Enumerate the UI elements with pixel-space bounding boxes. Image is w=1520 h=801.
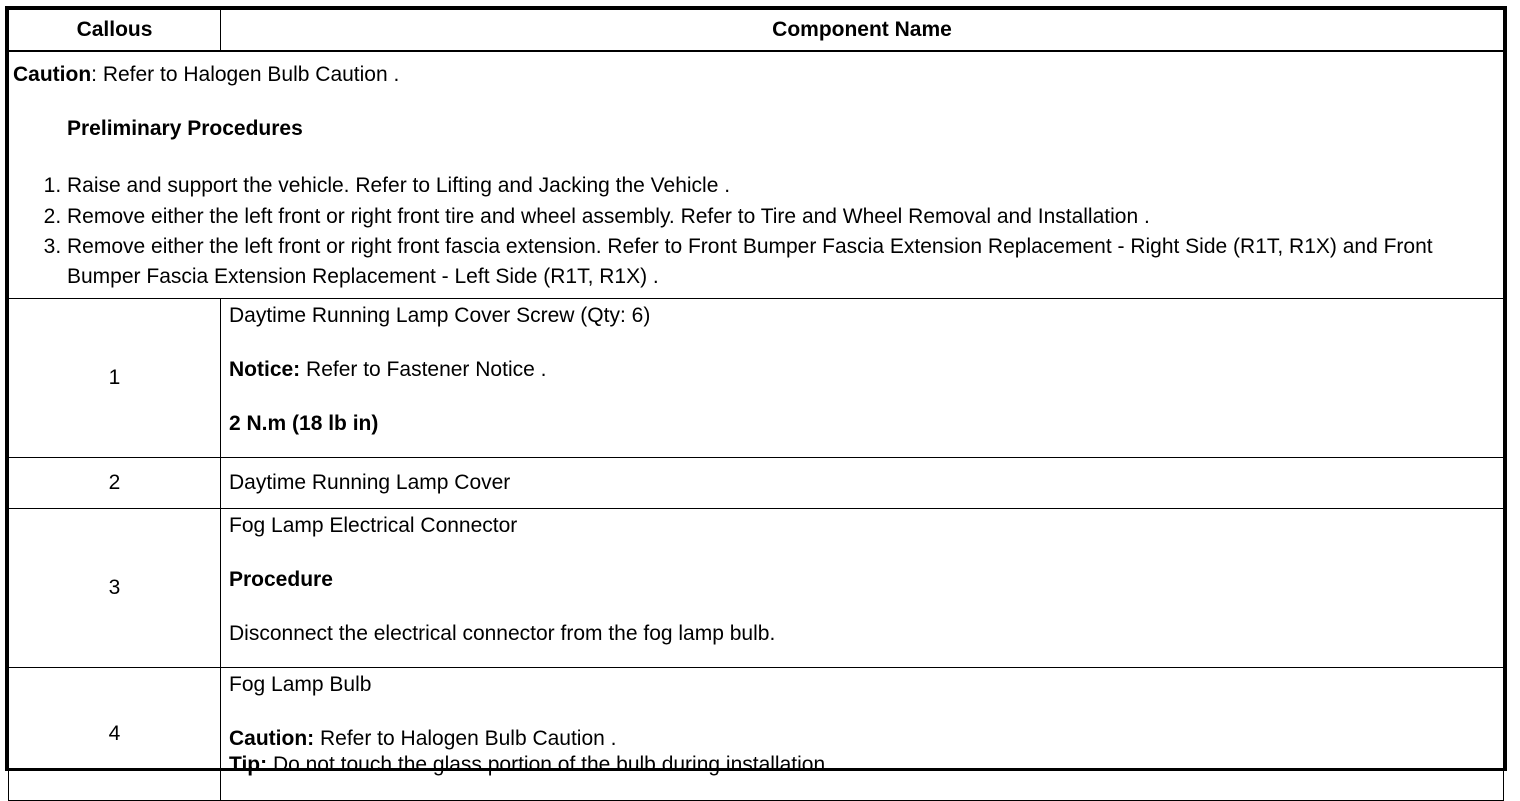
component-name: Daytime Running Lamp Cover [229,471,511,494]
table-row [9,299,1504,458]
preliminary-cell [9,51,1504,299]
procedure-table [8,9,1504,801]
table-row [9,458,1504,509]
intro-caution-text: : Refer to Halogen Bulb Caution . [91,63,400,86]
notice-text: Refer to Fastener Notice . [300,358,547,381]
notice-label: Notice: [229,358,301,381]
component-name: Fog Lamp Electrical Connector [229,514,518,537]
caution-label: Caution: [229,727,315,750]
torque-spec [229,411,1497,437]
component-cell [221,509,1504,668]
tip-label: Tip: [229,753,268,776]
step-item: 3. Remove either the left front or right front fascia extension. Refer to Front Bumper Fascia Extension Replacement - Right Side (R1T, R1X) and Front Bumper Fascia Extension Replacement - Left Side (R1T, R1X) . [67,232,1497,292]
table-header-row [9,10,1504,52]
tip-line [229,752,1497,778]
header-callout: Callous [9,10,221,52]
component-name: Fog Lamp Bulb [229,673,372,696]
callout-cell: 2 [9,458,221,509]
step-item: 2. Remove either the left front or right front tire and wheel assembly. Refer to Tire and Wheel Removal and Installation . [67,201,1497,232]
intro-caution [13,62,1497,88]
component-cell [221,668,1504,801]
preliminary-row [9,51,1504,299]
header-component-name: Component Name [221,10,1504,52]
caution-line [229,726,1497,752]
intro-caution-label: Caution [13,63,92,86]
torque-value: 2 N.m (18 lb in) [229,412,379,435]
component-cell [221,299,1504,458]
step-item: 1. Raise and support the vehicle. Refer to Lifting and Jacking the Vehicle . [67,170,1497,201]
table-row [9,668,1504,801]
callout-cell: 4 [9,668,221,801]
procedure-heading [229,567,1497,593]
table-row [9,509,1504,668]
notice-line [229,357,1497,383]
callout-cell: 1 [9,299,221,458]
callout-cell: 3 [9,509,221,668]
caution-text: Refer to Halogen Bulb Caution . [314,727,617,750]
component-name: Daytime Running Lamp Cover Screw (Qty: 6) [229,304,651,327]
preliminary-title: Preliminary Procedures [67,117,303,140]
component-cell [221,458,1504,509]
tip-text: Do not touch the glass portion of the bulb during installation. [267,753,831,776]
procedure-text: Disconnect the electrical connector from the fog lamp bulb. [229,622,776,645]
procedure-table-container [5,6,1507,776]
preliminary-steps [13,170,1497,292]
procedure-label: Procedure [229,568,333,591]
